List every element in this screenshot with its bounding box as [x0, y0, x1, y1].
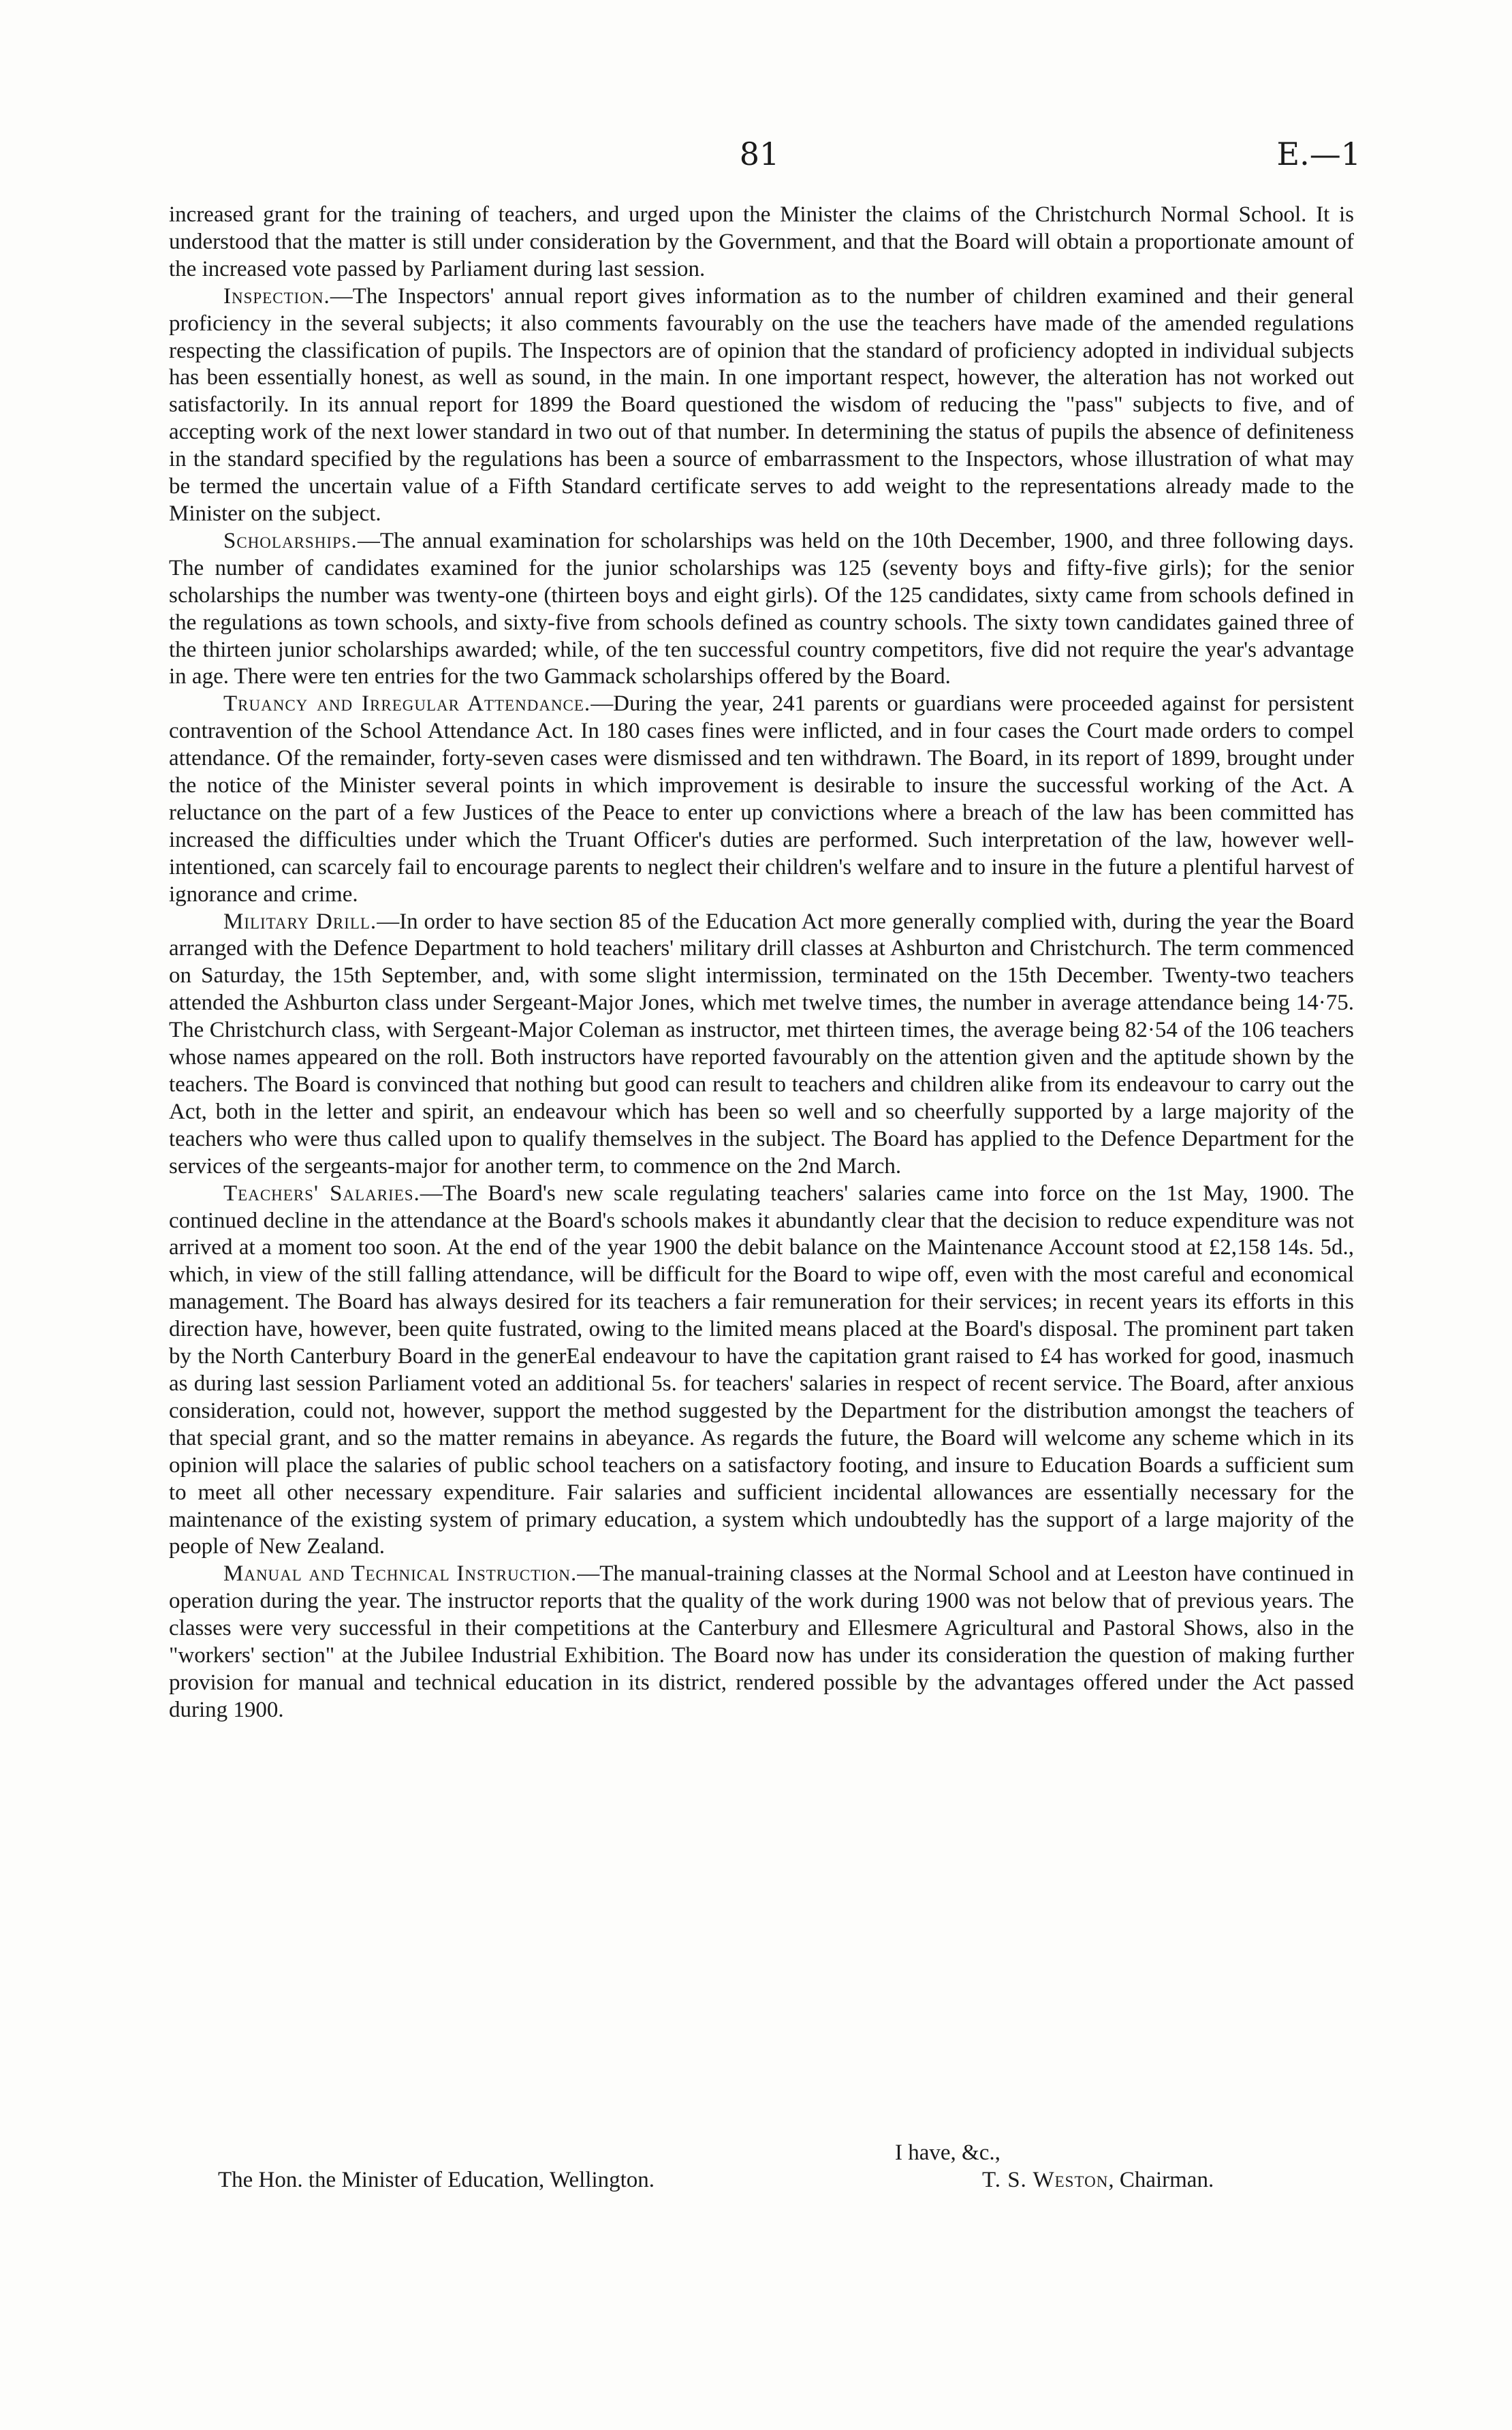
salutation: I have, &c., [895, 2140, 1001, 2165]
paragraph-text: —The annual examination for scholarships was held on the 10th December, 1900, and three following days. The number of candidates examined for the junior scholarships was 125 (seventy boys and fifty-five girls); for the senior scholarships the number was twenty-one (thirteen boys and eight girls). Of the 125 candidates, sixty came from schools defined in the regulations as town schools, and sixty-five from schools defined as country schools. The sixty town candidates gained three of the thirteen junior scholarships awarded; while, of the ten successful country competitors, five did not require the year's advantage in age. There were ten entries for the two Gammack scholarships offered by the Board. [169, 528, 1354, 689]
section-heading: Teachers' Salaries. [223, 1181, 420, 1206]
paragraph-teachers-salaries [169, 1181, 1354, 1561]
paragraph-truancy [169, 691, 1354, 908]
signature-name: T. S. Weston [982, 2168, 1109, 2192]
signature-title: , Chairman. [1108, 2168, 1214, 2192]
paragraph-text: —The Inspectors' annual report gives information as to the number of children examined and their general proficiency in the several subjects; it also comments favourably on the use the teachers have made of the amended regulations respecting the classification of pupils. The Inspectors are of opinion that the standard of proficiency adopted in individual subjects has been essentially honest, as well as sound, in the main. In one important respect, however, the alteration has not worked out satisfactorily. In its annual report for 1899 the Board questioned the wisdom of reducing the "pass" subjects to five, and of accepting work of the next lower standard in two out of that number. In determining the status of pupils the absence of definiteness in the standard specified by the regulations has been a source of embarrassment to the Inspectors, whose illustration of what may be termed the uncertain value of a Fifth Standard certificate serves to add weight to the representations already made to the Minister on the subject. [169, 283, 1354, 526]
paragraph-text: —During the year, 241 parents or guardians were proceeded against for persistent contravention of the School Attendance Act. In 180 cases fines were inflicted, and in four cases the Court made orders to compel attendance. Of the remainder, forty-seven cases were dismissed and ten withdrawn. The Board, in its report of 1899, brought under the notice of the Minister several points in which improvement is desirable to insure the successful working of the Act. A reluctance on the part of a few Justices of the Peace to enter up convictions where a breach of the law has been committed has increased the difficulties under which the Truant Officer's duties are performed. Such interpretation of the law, however well-intentioned, can scarcely fail to encourage parents to neglect their children's welfare and to insure in the future a plentiful harvest of ignorance and crime. [169, 691, 1354, 907]
paragraph-inspection [169, 283, 1354, 528]
section-heading: Manual and Technical Instruction. [223, 1561, 578, 1587]
section-heading: Inspection. [223, 283, 330, 309]
paragraph-text: increased grant for the training of teachers, and urged upon the Minister the claims of the Christchurch Normal School. It is understood that the matter is still under consideration by the Government, and that the Board will obtain a proportionate amount of the increased vote passed by Parliament during last session. [169, 202, 1354, 281]
paragraph-continuation [169, 202, 1354, 283]
paragraph-military-drill [169, 909, 1354, 1181]
page-number: 81 [739, 136, 780, 172]
paragraph-text: —The Board's new scale regulating teachers' salaries came into force on the 1st May, 1900. The continued decline in the attendance at the Board's schools makes it abundantly clear that the decision to reduce expenditure was not arrived at a moment too soon. At the end of the year 1900 the debit balance on the Maintenance Account stood at £2,158 14s. 5d., which, in view of the still falling attendance, will be difficult for the Board to wipe off, even with the most careful and economical management. The Board has always desired for its teachers a fair remuneration for their services; in recent years its efforts in this direction have, however, been quite fustrated, owing to the limited means placed at the Board's disposal. The prominent part taken by the North Canterbury Board in the generEal endeavour to have the capitation grant raised to £4 has worked for good, inasmuch as during last session Parliament voted an additional 5s. for teachers' salaries in respect of recent service. The Board, after anxious consideration, could not, however, support the method suggested by the Department for the distribution amongst the teachers of that special grant, and so the matter remains in abeyance. As regards the future, the Board will welcome any scheme which in its opinion will place the salaries of public school teachers on a satisfactory footing, and insure to Education Boards a sufficient sum to meet all other necessary expenditure. Fair salaries and sufficient incidental allowances are essentially necessary for the maintenance of the existing system of primary education, a system which undoubtedly has the support of a large majority of the people of New Zealand. [169, 1181, 1355, 1559]
section-heading: Military Drill. [223, 909, 377, 934]
addressee: The Hon. the Minister of Education, Wellington. [218, 2168, 655, 2192]
paragraph-manual-instruction [169, 1561, 1354, 1724]
paragraph-scholarships [169, 528, 1354, 691]
paragraph-text: —The manual-training classes at the Normal School and at Leeston have continued in operation during the year. The instructor reports that the quality of the work during 1900 was not below that of previous years. The classes were very successful in their competitions at the Canterbury and Ellesmere Agricultural and Pastoral Shows, also in the "workers' section" at the Jubilee Industrial Exhibition. The Board now has under its consideration the question of making further provision for manual and technical education in its district, rendered possible by the advantages offered under the Act passed during 1900. [169, 1561, 1355, 1722]
section-heading: Truancy and Irregular Attendance. [223, 691, 591, 717]
paragraph-text: —In order to have section 85 of the Education Act more generally complied with, during the year the Board arranged with the Defence Department to hold teachers' military drill classes at Ashburton and Christchurch. The term commenced on Saturday, the 15th September, and, with some slight intermission, terminated on the 15th December. Twenty-two teachers attended the Ashburton class under Sergeant-Major Jones, which met twelve times, the number in average attendance being 14·75. The Christchurch class, with Sergeant-Major Coleman as instructor, met thirteen times, the average being 82·54 of the 106 teachers whose names appeared on the roll. Both instructors have reported favourably on the attention given and the aptitude shown by the teachers. The Board is convinced that nothing but good can result to teachers and children alike from its endeavour to carry out the Act, both in the letter and spirit, an endeavour which has been so well and so cheerfully supported by a large majority of the teachers who were thus called upon to qualify themselves in the subject. The Board has applied to the Defence Department for the services of the sergeants-major for another term, to commence on the 2nd March. [169, 909, 1354, 1179]
signature [982, 2166, 1214, 2194]
section-heading: Scholarships. [223, 528, 358, 553]
body-text [169, 202, 1354, 1724]
document-code: E.—1 [1276, 136, 1361, 172]
